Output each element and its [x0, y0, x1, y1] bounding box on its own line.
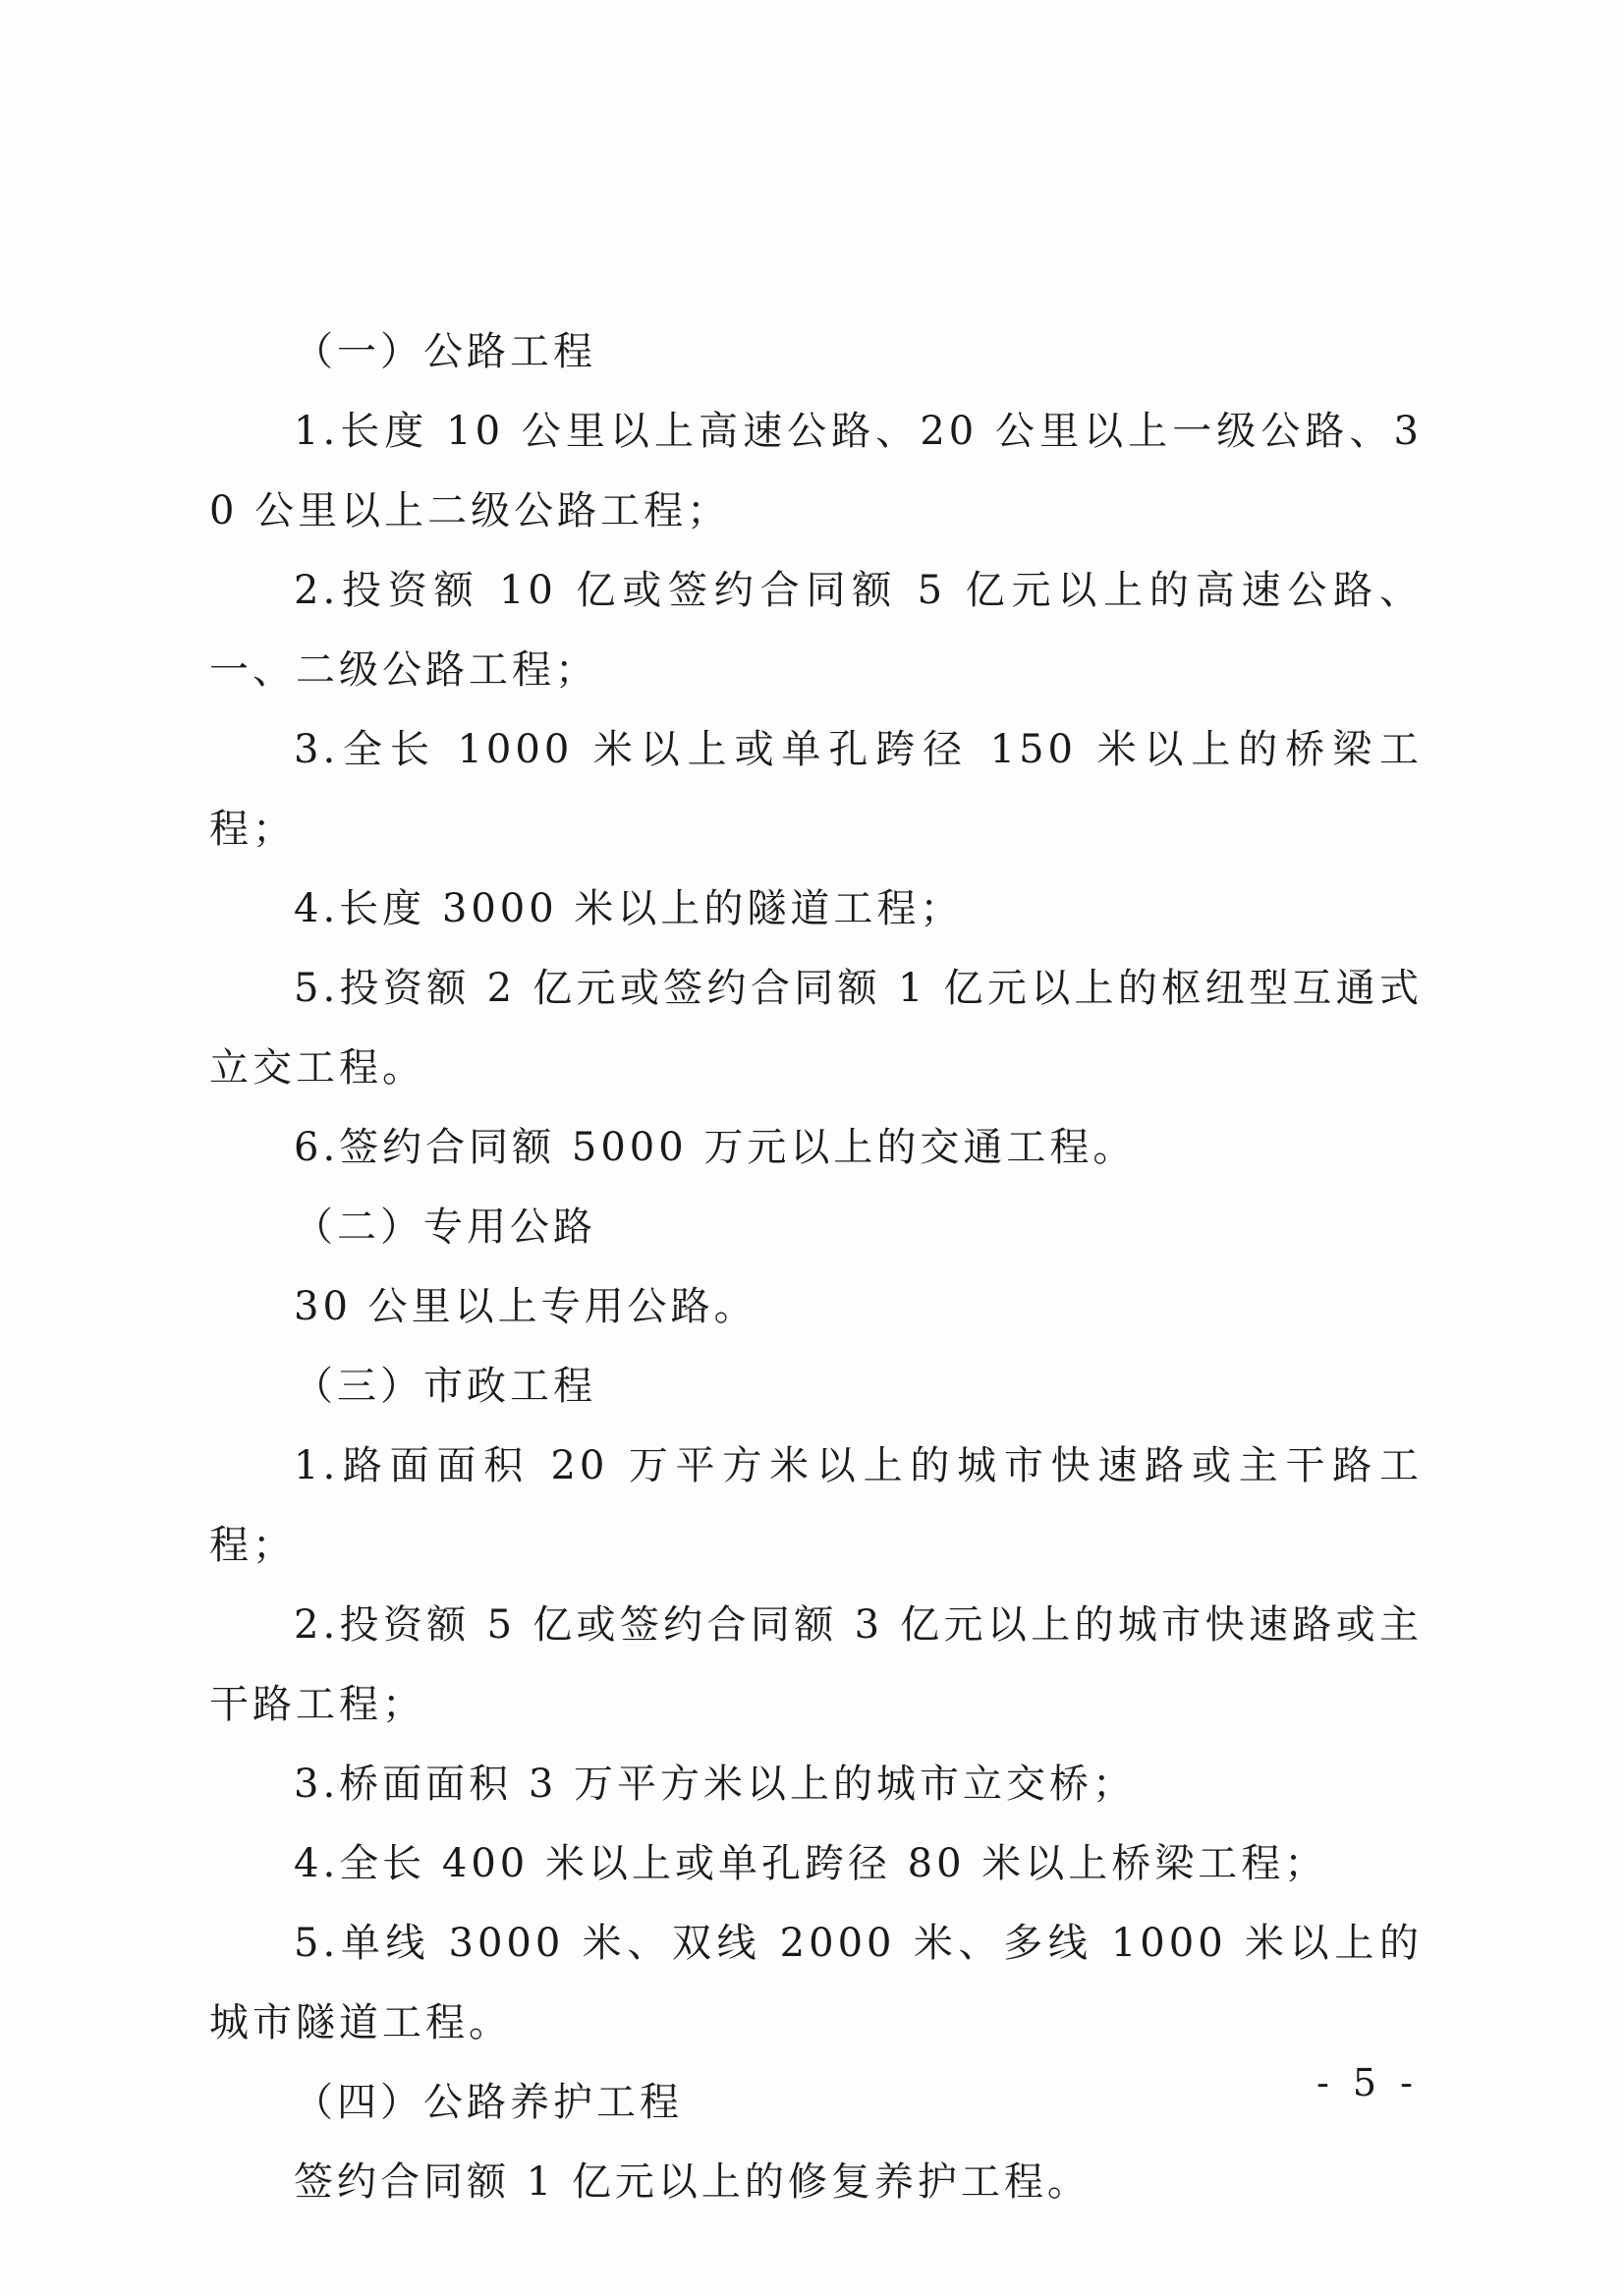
- list-item: 5.单线 3000 米、双线 2000 米、多线 1000 米以上的城市隧道工程。: [209, 1921, 1423, 2045]
- list-item: 4.长度 3000 米以上的隧道工程；: [294, 886, 964, 931]
- list-item: 30 公里以上专用公路。: [294, 1284, 757, 1329]
- list-item: 1.路面面积 20 万平方米以上的城市快速路或主干路工程；: [209, 1443, 1423, 1568]
- section-heading-highway: （一）公路工程: [294, 329, 596, 374]
- document-body: [209, 312, 1423, 2222]
- list-item: 3.全长 1000 米以上或单孔跨径 150 米以上的桥梁工程；: [209, 727, 1423, 852]
- section-heading-municipal: （三）市政工程: [294, 1364, 596, 1409]
- list-item: 1.长度 10 公里以上高速公路、20 公里以上一级公路、30 公里以上二级公路工程；: [209, 409, 1423, 533]
- list-item: 签约合同额 1 亿元以上的修复养护工程。: [294, 2159, 1091, 2205]
- list-item: 5.投资额 2 亿元或签约合同额 1 亿元以上的枢纽型互通式立交工程。: [209, 966, 1423, 1091]
- list-item: 2.投资额 5 亿或签约合同额 3 亿元以上的城市快速路或主干路工程；: [209, 1602, 1423, 1727]
- section-heading-dedicated-road: （二）专用公路: [294, 1204, 596, 1250]
- list-item: 3.桥面面积 3 万平方米以上的城市立交桥；: [294, 1762, 1137, 1807]
- list-item: 4.全长 400 米以上或单孔跨径 80 米以上桥梁工程；: [294, 1841, 1328, 1886]
- page-number: - 5 -: [1316, 2061, 1420, 2104]
- list-item: 6.签约合同额 5000 万元以上的交通工程。: [294, 1125, 1137, 1170]
- section-heading-maintenance: （四）公路养护工程: [294, 2080, 683, 2125]
- list-item: 2.投资额 10 亿或签约合同额 5 亿元以上的高速公路、一、二级公路工程；: [209, 568, 1423, 693]
